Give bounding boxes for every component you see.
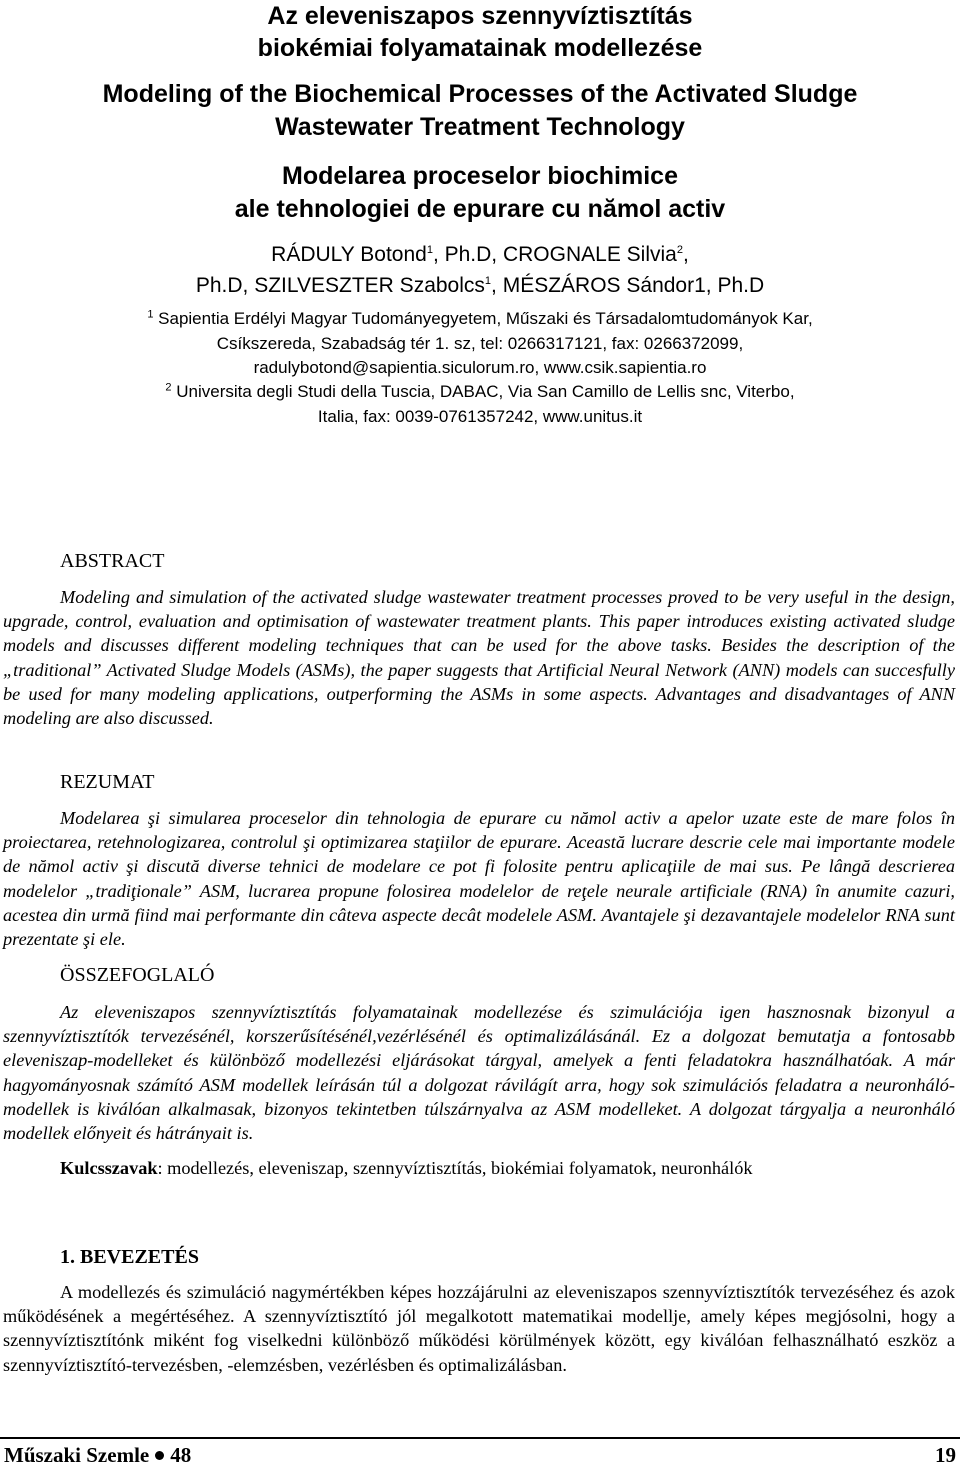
title-ro-line1: Modelarea proceselor biochimice	[282, 162, 678, 190]
osszefoglalo-heading: ÖSSZEFOGLALÓ	[60, 964, 215, 986]
affiliation-1-contact: radulybotond@sapientia.siculorum.ro, www.csik.sapientia.ro	[253, 358, 707, 377]
keywords	[60, 1156, 955, 1180]
author-meszaros: , MÉSZÁROS Sándor1, Ph.D	[491, 274, 765, 297]
page-number: 19	[935, 1443, 956, 1467]
affiliation-1-marker: 1	[147, 308, 154, 321]
title-hungarian	[0, 0, 960, 64]
affiliation-1-line1	[80, 307, 880, 332]
author-raduly: RÁDULY Botond	[271, 243, 427, 266]
affiliation-2-text: Universita degli Studi della Tuscia, DABAC, Via San Camillo de Lellis snc, Viterbo,	[171, 382, 795, 401]
affiliation-2-line1	[80, 380, 880, 405]
title-romanian	[0, 160, 960, 226]
author-raduly-affil: 1	[426, 244, 433, 256]
footer-divider	[0, 1437, 960, 1439]
affiliation-1	[80, 307, 880, 381]
introduction-heading: 1. BEVEZETÉS	[60, 1246, 199, 1268]
affiliation-1-text: Sapientia Erdélyi Magyar Tudományegyetem, Műszaki és Társadalomtudományok Kar,	[153, 309, 813, 328]
authors-line1	[0, 239, 960, 270]
author-szilveszter: Ph.D, SZILVESZTER Szabolcs	[195, 274, 485, 297]
authors-line2	[0, 270, 960, 301]
title-hu-line2: biokémiai folyamatainak modellezése	[257, 34, 703, 62]
bullet-icon	[155, 1451, 164, 1460]
abstract-heading: ABSTRACT	[60, 550, 165, 572]
title-ro-line2: ale tehnologiei de epurare cu nămol activ	[234, 195, 726, 223]
affiliation-1-line2: Csíkszereda, Szabadság tér 1. sz, tel: 0266317121, fax: 0266372099,	[216, 333, 744, 353]
osszefoglalo-body: Az eleveniszapos szennyvíztisztítás folyamatainak modellezése és szimulációja igen hasznosnak bizonyul a szennyvíztisztítók tervezésénél, korszerűsítésénél,vezérlésénél és optimalizálásánál. Ez a dolgozat bemutatja a fontosabb eleveniszap-modelleket és különböző modellezési eljárásokat tárgyal, amelyek a fenti feladatokra használhatóak. A már hagyományosnak számító ASM modellek leírásán túl a dolgozat rávilágít arra, hogy sok szimulációs feladatra a neuronháló-modellek is kiválóan alkalmasak, bizonyos tekintetben túlszárnyalva az ASM modelleket. A dolgozat tárgyalja a neuronháló modellek előnyeit és hátrányait is.	[3, 1002, 955, 1144]
keywords-text: : modellezés, eleveniszap, szennyvíztisztítás, biokémiai folyamatok, neuronhálók	[157, 1158, 753, 1178]
introduction-body: A modellezés és szimuláció nagymértékben képes hozzájárulni az eleveniszapos szennyvíztisztítók tervezéséhez és azok működésének a megértéséhez. A szennyvíztisztító jól megalkotott matematikai modellje, amely képes megjósolni, hogy a szennyvíztisztítónk miként fog viselkedni különböző működési körülmények között, egy kiválóan felhasználható eszköz a szennyvíztisztító-tervezésben, -elemzésben, vezérlésben és optimalizálásban.	[3, 1282, 955, 1375]
keywords-label: Kulcsszavak	[60, 1158, 158, 1178]
author-crognale: , Ph.D, CROGNALE Silvia	[432, 243, 677, 266]
title-en-line2: Wastewater Treatment Technology	[275, 113, 685, 141]
affiliation-2	[80, 380, 880, 429]
authors	[0, 239, 960, 301]
rezumat-body: Modelarea şi simularea proceselor din tehnologia de epurare cu nămol activ a apelor uzate este de mare folos în proiectarea, retehnologizarea, controlul şi optimizarea staţiilor de epurare. Această lucrare descrie cele mai importante modele de nămol activ şi discută diverse tehnici de modelare ce pot fi folosite pentru aplicaţiile de mai sus. Pe lângă descrierea modelelor „tradiţionale” ASM, lucrarea propune folosirea modelelor de reţele neurale artificiale (RNA) în anumite cazuri, acestea din urmă fiind mai performante din câteva aspecte decât modelele ASM. Avantajele şi dezavantajele modelelor RNA sunt prezentate şi ele.	[3, 808, 955, 950]
abstract-body: Modeling and simulation of the activated sludge wastewater treatment processes proved to be very useful in the design, upgrade, control, evaluation and optimisation of wastewater treatment plants. This paper introduces existing activated sludge models and discusses different modeling techniques that can be used for the above tasks. Besides the description of the „traditional” Activated Sludge Models (ASMs), the paper suggests that Artificial Neural Network (ANN) models can succesfully be used for many modeling applications, outperforming the ASMs in some aspects. Advantages and disadvantages of ANN modeling are also discussed.	[3, 587, 955, 729]
author-szilveszter-affil: 1	[484, 275, 492, 287]
title-en-line1: Modeling of the Biochemical Processes of the Activated Sludge	[102, 80, 858, 108]
footer-journal	[4, 1443, 191, 1468]
journal-issue: 48	[170, 1443, 192, 1467]
affiliation-2-line2: Italia, fax: 0039-0761357242, www.unitus.it	[317, 406, 643, 426]
author-crognale-affil: 2	[676, 244, 683, 256]
journal-name: Műszaki Szemle	[4, 1443, 150, 1467]
title-english	[0, 78, 960, 144]
authors-comma: ,	[682, 243, 689, 266]
title-hu-line1: Az eleveniszapos szennyvíztisztítás	[267, 2, 693, 30]
rezumat-heading: REZUMAT	[60, 771, 155, 793]
affiliation-2-marker: 2	[165, 381, 172, 394]
